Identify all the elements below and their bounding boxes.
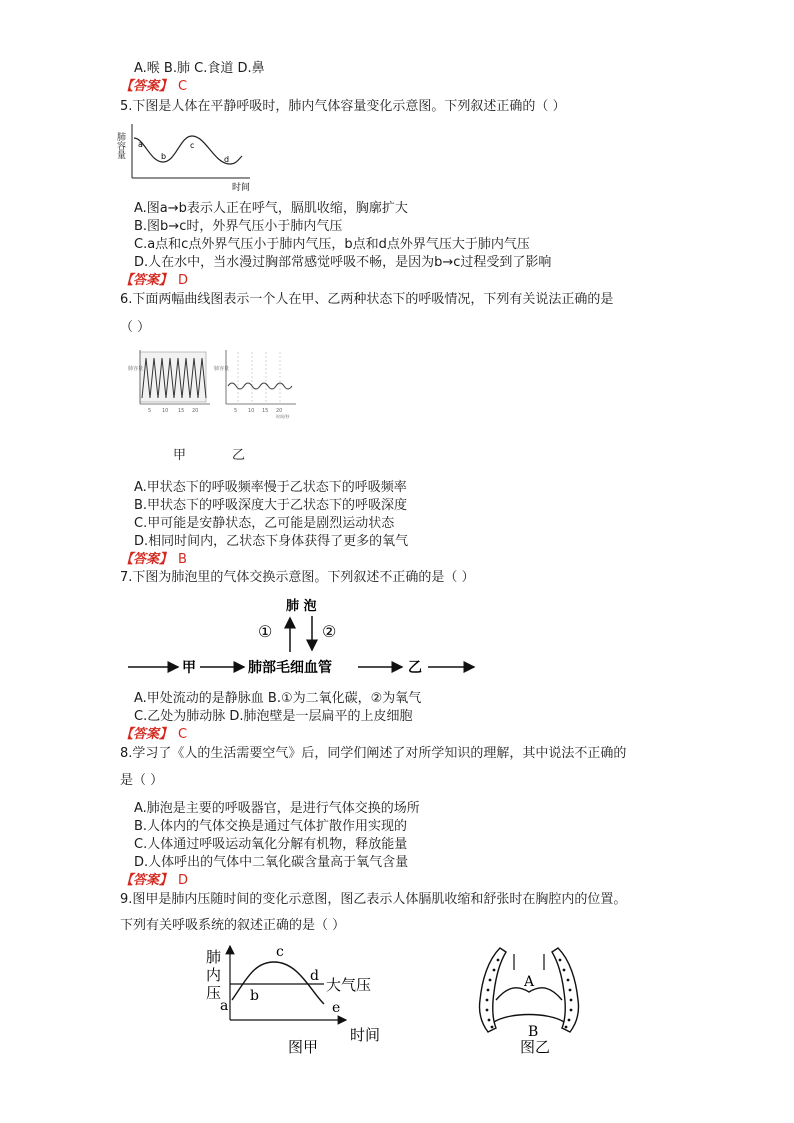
q9-caption-yi: 图乙 [520,1038,551,1056]
svg-text:15: 15 [262,408,269,414]
q6-option-a: A.甲状态下的呼吸频率慢于乙状态下的呼吸频率 [134,480,407,495]
q5-lung-volume-figure [115,120,258,195]
q9-chest-wall-right [552,948,579,1032]
svg-text:20: 20 [192,408,199,414]
q4-answer [120,78,187,95]
q9-figure-jia [198,940,408,1060]
svg-text:10: 10 [248,408,255,414]
svg-text:15: 15 [178,408,185,414]
q5-option-d: D.人在水中，当水漫过胸部常感觉呼吸不畅，是因为b→c过程受到了影响 [134,255,552,270]
q8-option-c: C.人体通过呼吸运动氧化分解有机物，释放能量 [134,837,408,852]
q9-ylabel-2: 内 [206,966,222,984]
q6-stem-paren: （ ） [120,320,151,335]
q7-gas-exchange-figure [124,594,480,684]
svg-text:20: 20 [276,408,283,414]
q5-point-d: d [224,155,230,164]
q5-option-a: A.图a→b表示人正在呼气，膈肌收缩，胸廓扩大 [134,201,408,216]
q8-option-d: D.人体呼出的气体中二氧化碳含量高于氧气含量 [134,855,409,870]
svg-text:时间/秒: 时间/秒 [276,414,290,419]
svg-text:肺容量: 肺容量 [128,366,144,372]
q8-option-b: B.人体内的气体交换是通过气体扩散作用实现的 [134,819,408,834]
q6-option-b: B.甲状态下的呼吸深度大于乙状态下的呼吸深度 [134,498,408,513]
answer-label: 【答案】 [120,552,173,567]
q8-stem: 8.学习了《人的生活需要空气》后，同学们阐述了对所学知识的理解，其中说法不正确的 [120,746,627,761]
q9-caption-jia: 图甲 [288,1038,319,1056]
svg-text:5: 5 [234,408,238,414]
q9-ylabel-3: 压 [206,984,222,1002]
q9-label-b: B [528,1024,539,1040]
answer-label: 【答案】 [120,873,173,888]
svg-text:肺容量: 肺容量 [214,366,230,372]
q9-point-a: a [220,998,229,1014]
q9-label-a: A [524,974,535,990]
q7-option-cd: C.乙处为肺动脉 D.肺泡壁是一层扁平的上皮细胞 [134,709,413,724]
q9-point-c: c [276,944,284,960]
q7-option-ab: A.甲处流动的是静脉血 B.①为二氧化碳，②为氧气 [134,691,422,706]
svg-text:10: 10 [162,408,169,414]
q5-xlabel: 时间 [232,183,251,193]
q4-options: A.喉 B.肺 C.食道 D.鼻 [134,61,265,76]
q9-ylabel-1: 肺 [206,948,222,966]
q9-stem-line2: 下列有关呼吸系统的叙述正确的是（ ） [120,918,346,933]
q9-point-d: d [310,968,319,984]
q5-point-c: c [190,141,195,150]
q6-breathing-figure [126,346,306,434]
q6-stem: 6.下面两幅曲线图表示一个人在甲、乙两种状态下的呼吸情况，下列有关说法正确的是 [120,292,614,307]
answer-value: B [178,552,187,567]
q6-chart-jia [128,350,210,414]
q7-jia-label: 甲 [182,660,196,676]
q6-option-d: D.相同时间内，乙状态下身体获得了更多的氧气 [134,534,409,549]
q8-answer [120,872,188,889]
q5-answer [120,272,188,289]
q6-chart-yi [214,350,296,419]
q6-answer [120,551,187,568]
q9-atm-label: 大气压 [326,976,372,994]
answer-value: D [178,273,189,288]
answer-value: C [178,727,188,742]
answer-value: D [178,873,189,888]
q9-figure-yi [470,940,600,1060]
q5-ylabel: 肺容量 [115,132,125,159]
q9-stem: 9.图甲是肺内压随时间的变化示意图，图乙表示人体膈肌收缩和舒张时在胸腔内的位置。 [120,892,627,907]
q6-yi-curve [228,383,292,389]
q8-stem-line2: 是（ ） [120,773,164,788]
q7-answer [120,726,187,743]
q5-point-b: b [161,152,167,161]
q5-point-a: a [138,140,143,149]
q9-point-e: e [332,1000,341,1016]
q7-stem: 7.下图为肺泡里的气体交换示意图。下列叙述不正确的是（ ） [120,570,475,585]
answer-label: 【答案】 [120,727,173,742]
svg-text:5: 5 [148,408,152,414]
answer-value: C [178,79,188,94]
q7-yi-label: 乙 [408,660,422,676]
q7-mark-1: ① [258,622,273,641]
q7-capillary-label: 肺部毛细血管 [248,660,332,676]
q9-chest-wall-left [479,948,506,1032]
q5-option-c: C.a点和c点外界气压小于肺内气压，b点和d点外界气压大于肺内气压 [134,237,530,252]
q9-point-b: b [250,988,259,1004]
q7-mark-2: ② [322,622,337,641]
q9-diaphragm-b [494,1015,564,1023]
q6-label-jia: 甲 [173,448,187,463]
q6-option-c: C.甲可能是安静状态，乙可能是剧烈运动状态 [134,516,395,531]
q8-option-a: A.肺泡是主要的呼吸器官，是进行气体交换的场所 [134,801,420,816]
answer-label: 【答案】 [120,273,173,288]
q5-stem: 5.下图是人体在平静呼吸时，肺内气体容量变化示意图。下列叙述正确的（ ） [120,99,566,114]
q7-alveolus-label: 肺 泡 [286,599,317,614]
q9-xlabel: 时间 [350,1026,381,1044]
answer-label: 【答案】 [120,79,173,94]
q5-option-b: B.图b→c时，外界气压小于肺内气压 [134,219,343,234]
q6-label-yi: 乙 [232,448,246,463]
